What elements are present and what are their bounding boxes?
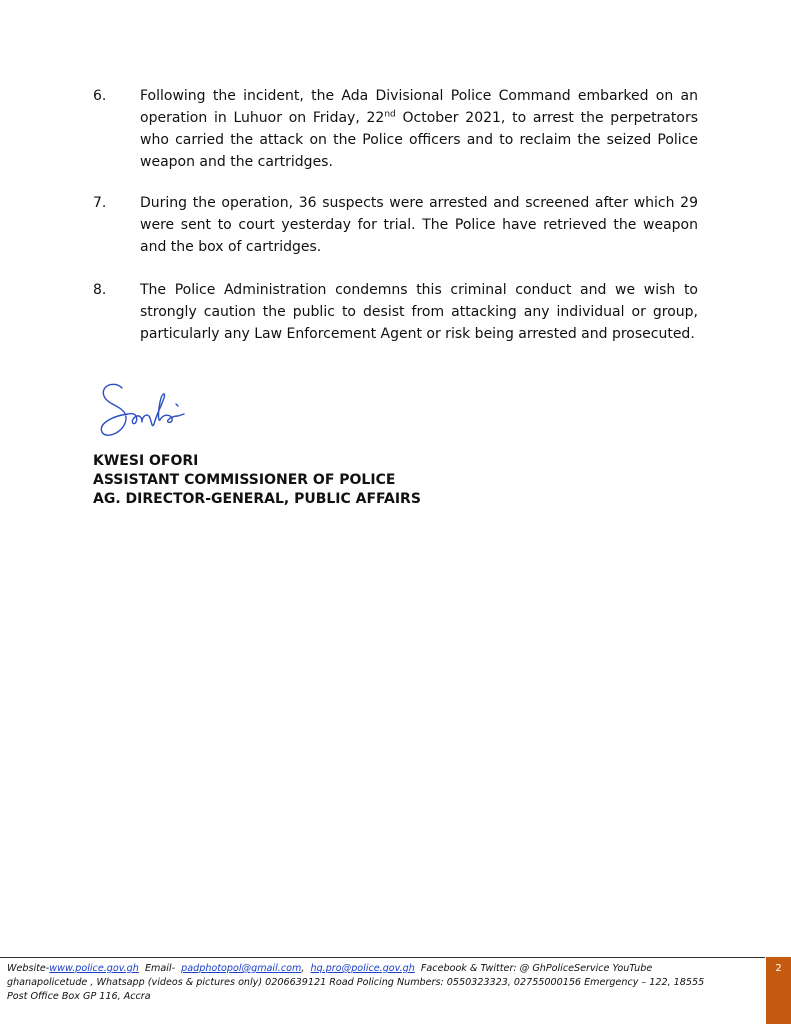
paragraph-number: 7. <box>93 195 107 211</box>
paragraph-6 <box>93 85 698 173</box>
signatory-name: KWESI OFORI <box>93 453 199 469</box>
signature-block <box>93 452 421 509</box>
signatory-title: AG. DIRECTOR-GENERAL, PUBLIC AFFAIRS <box>93 491 421 507</box>
handwritten-signature <box>92 376 192 446</box>
post-office-address: Post Office Box GP 116, Accra <box>7 991 151 1002</box>
paragraph-7 <box>93 192 698 258</box>
paragraph-number: 8. <box>93 282 107 298</box>
page-number: 2 <box>775 963 782 974</box>
paragraph-text: The Police Administration condemns this criminal conduct and we wish to strongly caution the public to desist from attacking any individual or group, particularly any Law Enforcement Agent or risk being arrested and prosecuted. <box>140 282 698 342</box>
email-separator: , <box>301 963 305 974</box>
email-link-gmail[interactable]: padphotopol@gmail.com <box>181 963 302 974</box>
paragraph-text-part: October 2021, to arrest the perpetrators who carried the attack on the Police officers and to reclaim the seized Police weapon and the cartridges. <box>140 110 698 170</box>
page-number-box <box>766 957 791 1024</box>
website-label: Website- <box>7 963 50 974</box>
paragraph-text-part: Following the incident, the Ada Divisional Police Command embarked on an operation in Luhuor on Friday, 22 <box>140 88 698 126</box>
paragraph-text: During the operation, 36 suspects were arrested and screened after which 29 were sent to court yesterday for trial. The Police have retrieved the weapon and the box of cartridges. <box>140 195 698 255</box>
ordinal-superscript: nd <box>384 109 396 120</box>
website-link[interactable]: www.police.gov.gh <box>49 963 139 974</box>
paragraph-8 <box>93 279 698 345</box>
whatsapp-and-emergency-numbers: ghanapolicetude , Whatsapp (videos & pictures only) 0206639121 Road Policing Numbers: 0550323323, 02755000156 Emergency – 122, 18555 <box>7 977 705 988</box>
paragraph-text <box>140 85 698 173</box>
email-label: Email- <box>144 963 176 974</box>
footer-contact-info <box>7 962 763 1004</box>
footer-divider <box>0 957 765 958</box>
paragraph-number: 6. <box>93 88 107 104</box>
social-media-info: Facebook & Twitter: @ GhPoliceService YouTube <box>420 963 653 974</box>
email-link-hq[interactable]: hq.pro@police.gov.gh <box>310 963 415 974</box>
signatory-rank: ASSISTANT COMMISSIONER OF POLICE <box>93 472 396 488</box>
